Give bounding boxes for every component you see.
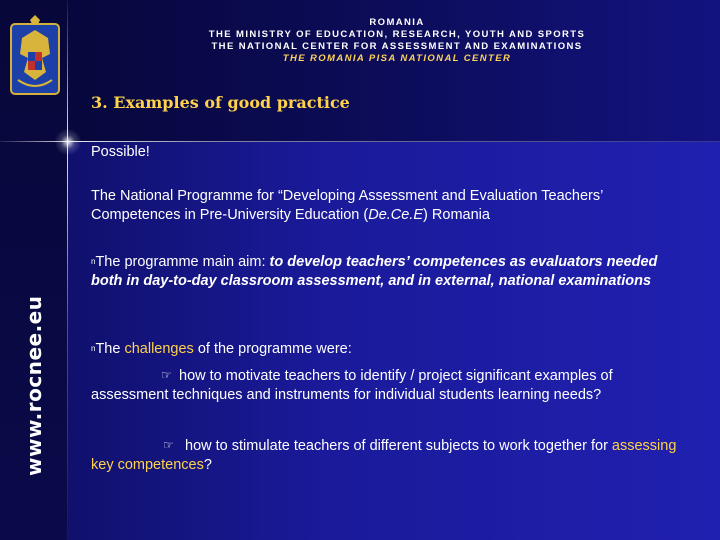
challenges-suffix: of the programme were:: [193, 341, 352, 357]
horizontal-divider: [0, 141, 720, 142]
programme-abbreviation: De.Ce.E: [368, 207, 424, 223]
challenges-highlight: challenges: [124, 341, 194, 357]
bullet-square-icon: n: [91, 257, 96, 266]
header-country: ROMANIA: [369, 17, 425, 28]
header-ministry: THE MINISTRY OF EDUCATION, RESEARCH, YOUTH AND SPORTS: [208, 29, 586, 40]
aim-paragraph: [91, 252, 681, 291]
bullet-square-icon: n: [91, 344, 96, 353]
challenge-2-highlight: assessing key competences: [91, 438, 677, 473]
hand-pointer-icon: ☞: [161, 368, 172, 382]
header-text-block: [200, 17, 594, 65]
programme-paragraph: [91, 187, 651, 225]
challenges-paragraph: [91, 339, 651, 359]
sparkle-decoration: [52, 126, 84, 158]
challenge-2-end: ?: [203, 457, 212, 473]
challenge-item-2: [91, 436, 681, 475]
section-title: 3. Examples of good practice: [91, 93, 350, 112]
challenge-item-1: [91, 366, 681, 405]
romania-coat-of-arms-logo: [10, 14, 60, 96]
challenges-prefix: The: [95, 341, 125, 357]
hand-pointer-icon: ☞: [163, 438, 174, 452]
programme-text: The National Programme for “Developing Assessment and Evaluation Teachers’ Competences in Pre-University Education (: [91, 188, 603, 223]
vertical-divider: [67, 0, 68, 540]
header-pisa-center: THE ROMANIA PISA NATIONAL CENTER: [282, 53, 512, 64]
challenge-2-text: how to stimulate teachers of different subjects to work together for: [181, 438, 612, 454]
challenge-1-text: how to motivate teachers to identify / project significant examples of assessment techniques and instruments for individual students learning needs?: [91, 368, 613, 403]
aim-prefix: The programme main aim:: [95, 254, 270, 270]
header-center: THE NATIONAL CENTER FOR ASSESSMENT AND EXAMINATIONS: [211, 41, 583, 52]
aim-text: to develop teachers’ competences as evaluators needed both in day-to-day classroom assessment, and in external, national examinations: [91, 254, 658, 289]
possible-text: Possible!: [91, 144, 150, 160]
programme-end: ) Romania: [423, 207, 490, 223]
side-url: www.rocnee.eu: [22, 295, 46, 476]
